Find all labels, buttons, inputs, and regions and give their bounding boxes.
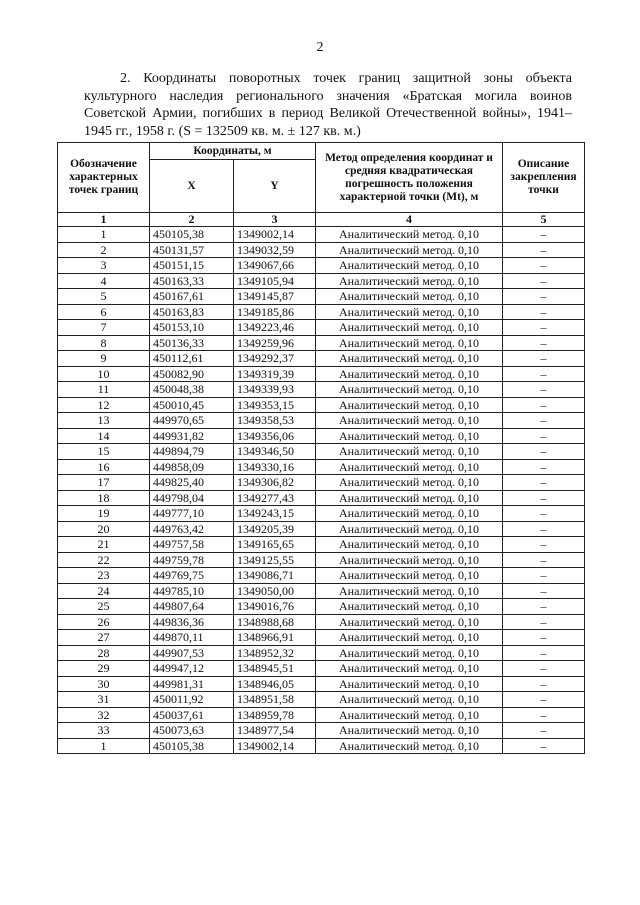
coord-x: 449858,09 [150, 459, 234, 475]
method-accuracy: Аналитический метод. 0,10 [316, 676, 503, 692]
point-number: 1 [58, 738, 150, 754]
coord-x: 449759,78 [150, 552, 234, 568]
table-row [58, 397, 585, 413]
table-row [58, 227, 585, 243]
point-number: 5 [58, 289, 150, 305]
coord-y: 1348946,05 [234, 676, 316, 692]
table-row [58, 475, 585, 491]
coord-y: 1348988,68 [234, 614, 316, 630]
point-number: 28 [58, 645, 150, 661]
coord-y: 1349339,93 [234, 382, 316, 398]
table-row [58, 444, 585, 460]
coord-x: 450010,45 [150, 397, 234, 413]
table-row [58, 645, 585, 661]
point-number: 25 [58, 599, 150, 615]
intro-text: 2. Координаты поворотных точек границ защитной зоны объекта культурного наследия регионального значения «Братская могила воинов Советской Армии, погибших в период Великой Отечественной войны», 1941–1945 гг., 1958 г. (S = 132509 кв. м. ± 127 кв. м.) [84, 71, 572, 139]
method-accuracy: Аналитический метод. 0,10 [316, 351, 503, 367]
header-description: Описание закрепления точки [503, 143, 585, 213]
point-number: 21 [58, 537, 150, 553]
coord-y: 1349032,59 [234, 242, 316, 258]
coord-x: 450105,38 [150, 738, 234, 754]
method-accuracy: Аналитический метод. 0,10 [316, 537, 503, 553]
column-number: 2 [150, 213, 234, 227]
coord-x: 450037,61 [150, 707, 234, 723]
table-row [58, 258, 585, 274]
table-row [58, 661, 585, 677]
fixation-description: – [503, 413, 585, 429]
fixation-description: – [503, 614, 585, 630]
fixation-description: – [503, 521, 585, 537]
fixation-description: – [503, 568, 585, 584]
column-number: 4 [316, 213, 503, 227]
point-number: 26 [58, 614, 150, 630]
table-row [58, 630, 585, 646]
coord-y: 1348945,51 [234, 661, 316, 677]
coord-x: 449807,64 [150, 599, 234, 615]
coord-y: 1349067,66 [234, 258, 316, 274]
coord-y: 1348959,78 [234, 707, 316, 723]
method-accuracy: Аналитический метод. 0,10 [316, 645, 503, 661]
coord-x: 449894,79 [150, 444, 234, 460]
coord-y: 1348966,91 [234, 630, 316, 646]
fixation-description: – [503, 630, 585, 646]
fixation-description: – [503, 537, 585, 553]
fixation-description: – [503, 242, 585, 258]
coord-x: 449763,42 [150, 521, 234, 537]
fixation-description: – [503, 366, 585, 382]
table-row [58, 723, 585, 739]
coord-y: 1349346,50 [234, 444, 316, 460]
coordinates-table [57, 142, 585, 754]
coord-y: 1349306,82 [234, 475, 316, 491]
table-row [58, 692, 585, 708]
fixation-description: – [503, 723, 585, 739]
coord-x: 449825,40 [150, 475, 234, 491]
table-row [58, 614, 585, 630]
point-number: 3 [58, 258, 150, 274]
fixation-description: – [503, 304, 585, 320]
page-number: 2 [316, 40, 324, 55]
method-accuracy: Аналитический метод. 0,10 [316, 227, 503, 243]
coord-x: 450105,38 [150, 227, 234, 243]
method-accuracy: Аналитический метод. 0,10 [316, 258, 503, 274]
point-number: 1 [58, 227, 150, 243]
fixation-description: – [503, 506, 585, 522]
method-accuracy: Аналитический метод. 0,10 [316, 552, 503, 568]
coord-y: 1349356,06 [234, 428, 316, 444]
table-row [58, 583, 585, 599]
coord-x: 449777,10 [150, 506, 234, 522]
table-row [58, 459, 585, 475]
method-accuracy: Аналитический метод. 0,10 [316, 475, 503, 491]
method-accuracy: Аналитический метод. 0,10 [316, 366, 503, 382]
coord-x: 449907,53 [150, 645, 234, 661]
fixation-description: – [503, 552, 585, 568]
fixation-description: – [503, 676, 585, 692]
point-number: 31 [58, 692, 150, 708]
table-row [58, 382, 585, 398]
method-accuracy: Аналитический метод. 0,10 [316, 242, 503, 258]
coord-x: 450163,33 [150, 273, 234, 289]
method-accuracy: Аналитический метод. 0,10 [316, 397, 503, 413]
method-accuracy: Аналитический метод. 0,10 [316, 614, 503, 630]
point-number: 10 [58, 366, 150, 382]
point-number: 9 [58, 351, 150, 367]
table-row [58, 320, 585, 336]
point-number: 17 [58, 475, 150, 491]
point-number: 8 [58, 335, 150, 351]
coord-y: 1348952,32 [234, 645, 316, 661]
table-row [58, 273, 585, 289]
point-number: 22 [58, 552, 150, 568]
coord-y: 1348951,58 [234, 692, 316, 708]
point-number: 27 [58, 630, 150, 646]
coord-x: 450073,63 [150, 723, 234, 739]
coord-x: 450151,15 [150, 258, 234, 274]
coord-x: 450048,38 [150, 382, 234, 398]
method-accuracy: Аналитический метод. 0,10 [316, 707, 503, 723]
coord-y: 1349002,14 [234, 738, 316, 754]
table-row [58, 242, 585, 258]
point-number: 2 [58, 242, 150, 258]
fixation-description: – [503, 645, 585, 661]
coord-y: 1349277,43 [234, 490, 316, 506]
coord-x: 449981,31 [150, 676, 234, 692]
fixation-description: – [503, 335, 585, 351]
point-number: 16 [58, 459, 150, 475]
coord-x: 449870,11 [150, 630, 234, 646]
header-y: Y [234, 160, 316, 213]
coord-y: 1349358,53 [234, 413, 316, 429]
fixation-description: – [503, 351, 585, 367]
method-accuracy: Аналитический метод. 0,10 [316, 304, 503, 320]
coord-x: 450167,61 [150, 289, 234, 305]
fixation-description: – [503, 738, 585, 754]
point-number: 32 [58, 707, 150, 723]
table-row [58, 568, 585, 584]
table-row [58, 490, 585, 506]
point-number: 24 [58, 583, 150, 599]
method-accuracy: Аналитический метод. 0,10 [316, 630, 503, 646]
column-number-row [58, 213, 585, 227]
table-row [58, 599, 585, 615]
fixation-description: – [503, 289, 585, 305]
coord-y: 1349292,37 [234, 351, 316, 367]
method-accuracy: Аналитический метод. 0,10 [316, 382, 503, 398]
column-number: 3 [234, 213, 316, 227]
method-accuracy: Аналитический метод. 0,10 [316, 692, 503, 708]
header-method: Метод определения координат и средняя квадратическая погрешность положения характерной точки (Mt), м [316, 143, 503, 213]
table-row [58, 676, 585, 692]
point-number: 11 [58, 382, 150, 398]
point-number: 33 [58, 723, 150, 739]
header-x: X [150, 160, 234, 213]
method-accuracy: Аналитический метод. 0,10 [316, 738, 503, 754]
column-number: 5 [503, 213, 585, 227]
point-number: 12 [58, 397, 150, 413]
coord-x: 449947,12 [150, 661, 234, 677]
coord-x: 450112,61 [150, 351, 234, 367]
point-number: 19 [58, 506, 150, 522]
coord-y: 1349002,14 [234, 227, 316, 243]
fixation-description: – [503, 459, 585, 475]
coord-x: 449769,75 [150, 568, 234, 584]
table-row [58, 707, 585, 723]
table-row [58, 351, 585, 367]
coord-y: 1349050,00 [234, 583, 316, 599]
coord-y: 1349319,39 [234, 366, 316, 382]
coord-y: 1349259,96 [234, 335, 316, 351]
point-number: 29 [58, 661, 150, 677]
coord-y: 1349086,71 [234, 568, 316, 584]
method-accuracy: Аналитический метод. 0,10 [316, 583, 503, 599]
method-accuracy: Аналитический метод. 0,10 [316, 568, 503, 584]
coord-y: 1349105,94 [234, 273, 316, 289]
point-number: 7 [58, 320, 150, 336]
fixation-description: – [503, 397, 585, 413]
coord-x: 449931,82 [150, 428, 234, 444]
column-number: 1 [58, 213, 150, 227]
coord-y: 1349185,86 [234, 304, 316, 320]
fixation-description: – [503, 428, 585, 444]
method-accuracy: Аналитический метод. 0,10 [316, 661, 503, 677]
coord-x: 449798,04 [150, 490, 234, 506]
point-number: 30 [58, 676, 150, 692]
header-coordinates: Координаты, м [150, 143, 316, 160]
method-accuracy: Аналитический метод. 0,10 [316, 521, 503, 537]
fixation-description: – [503, 258, 585, 274]
coord-y: 1349205,39 [234, 521, 316, 537]
coord-y: 1349243,15 [234, 506, 316, 522]
fixation-description: – [503, 692, 585, 708]
coord-y: 1349353,15 [234, 397, 316, 413]
coord-y: 1349330,16 [234, 459, 316, 475]
method-accuracy: Аналитический метод. 0,10 [316, 490, 503, 506]
coord-x: 450011,92 [150, 692, 234, 708]
coord-y: 1349125,55 [234, 552, 316, 568]
coord-x: 449836,36 [150, 614, 234, 630]
coord-y: 1348977,54 [234, 723, 316, 739]
method-accuracy: Аналитический метод. 0,10 [316, 444, 503, 460]
coord-x: 449970,65 [150, 413, 234, 429]
section-intro [84, 70, 572, 140]
method-accuracy: Аналитический метод. 0,10 [316, 506, 503, 522]
header-point: Обозначение характерных точек границ [58, 143, 150, 213]
table-row [58, 413, 585, 429]
coord-x: 449785,10 [150, 583, 234, 599]
coord-x: 450136,33 [150, 335, 234, 351]
fixation-description: – [503, 490, 585, 506]
fixation-description: – [503, 227, 585, 243]
coord-x: 450153,10 [150, 320, 234, 336]
fixation-description: – [503, 444, 585, 460]
method-accuracy: Аналитический метод. 0,10 [316, 428, 503, 444]
table-row [58, 366, 585, 382]
table-row [58, 335, 585, 351]
method-accuracy: Аналитический метод. 0,10 [316, 723, 503, 739]
point-number: 13 [58, 413, 150, 429]
coord-x: 450131,57 [150, 242, 234, 258]
coord-y: 1349016,76 [234, 599, 316, 615]
method-accuracy: Аналитический метод. 0,10 [316, 335, 503, 351]
method-accuracy: Аналитический метод. 0,10 [316, 413, 503, 429]
table-row [58, 304, 585, 320]
coord-y: 1349165,65 [234, 537, 316, 553]
point-number: 20 [58, 521, 150, 537]
method-accuracy: Аналитический метод. 0,10 [316, 273, 503, 289]
point-number: 18 [58, 490, 150, 506]
fixation-description: – [503, 320, 585, 336]
point-number: 14 [58, 428, 150, 444]
fixation-description: – [503, 273, 585, 289]
point-number: 4 [58, 273, 150, 289]
fixation-description: – [503, 382, 585, 398]
method-accuracy: Аналитический метод. 0,10 [316, 459, 503, 475]
table-row [58, 428, 585, 444]
table-row [58, 738, 585, 754]
coord-x: 449757,58 [150, 537, 234, 553]
coord-x: 450082,90 [150, 366, 234, 382]
method-accuracy: Аналитический метод. 0,10 [316, 320, 503, 336]
coord-x: 450163,83 [150, 304, 234, 320]
point-number: 6 [58, 304, 150, 320]
fixation-description: – [503, 583, 585, 599]
table-row [58, 506, 585, 522]
fixation-description: – [503, 599, 585, 615]
coord-y: 1349145,87 [234, 289, 316, 305]
table-row [58, 289, 585, 305]
fixation-description: – [503, 661, 585, 677]
table-row [58, 521, 585, 537]
table-row [58, 552, 585, 568]
fixation-description: – [503, 475, 585, 491]
point-number: 23 [58, 568, 150, 584]
fixation-description: – [503, 707, 585, 723]
table-row [58, 537, 585, 553]
coord-y: 1349223,46 [234, 320, 316, 336]
point-number: 15 [58, 444, 150, 460]
method-accuracy: Аналитический метод. 0,10 [316, 599, 503, 615]
method-accuracy: Аналитический метод. 0,10 [316, 289, 503, 305]
